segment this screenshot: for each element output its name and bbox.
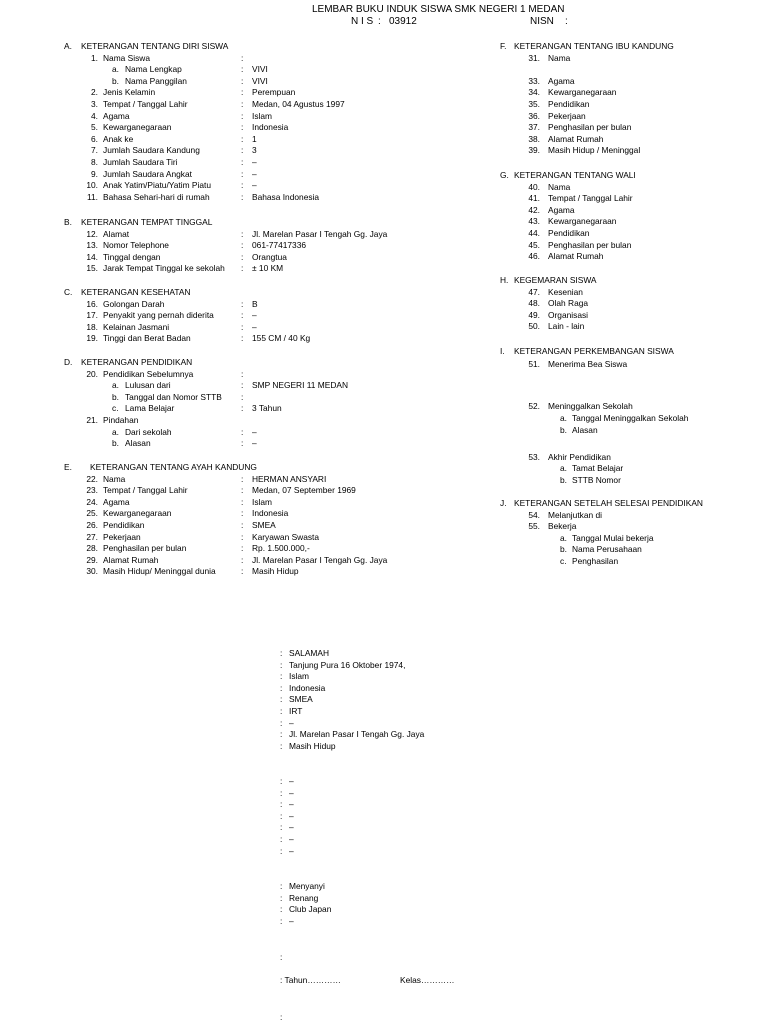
item-colon: : xyxy=(241,298,244,309)
item-number: 26. xyxy=(86,520,98,530)
item-number: 37. xyxy=(528,122,540,133)
item-label: Pendidikan xyxy=(548,99,590,109)
item-colon: : xyxy=(241,321,244,332)
section-letter: I. xyxy=(500,346,505,356)
section-title: KETERANGAN TENTANG IBU KANDUNG xyxy=(514,41,674,51)
item-value: Jl. Marelan Pasar I Tengah Gg. Jaya xyxy=(252,554,388,565)
item-label: Menerima Bea Siswa xyxy=(548,358,628,369)
values_wali-value: – xyxy=(289,834,294,844)
item-label: Penghasilan per bulan xyxy=(548,239,632,250)
item-label: Penghasilan xyxy=(572,556,619,566)
item-label: Pekerjaan xyxy=(548,110,586,121)
section-title: KETERANGAN SETELAH SELESAI PENDIDIKAN xyxy=(514,498,703,508)
value-colon: : xyxy=(280,892,283,903)
item-label: Tanggal dan Nomor STTB xyxy=(125,391,222,402)
item-number: 23. xyxy=(86,485,98,496)
values_ibu-value: Indonesia xyxy=(289,682,326,693)
item-colon: : xyxy=(241,520,244,530)
kelas-label: Kelas xyxy=(400,975,421,985)
value-colon: : xyxy=(280,834,283,844)
item-value: ± 10 KM xyxy=(252,263,284,274)
value-colon: : xyxy=(280,787,283,798)
values_wali-value: – xyxy=(289,822,294,833)
item-value: – xyxy=(252,157,257,167)
item-colon: : xyxy=(241,145,244,156)
section-letter: B. xyxy=(64,217,72,227)
item-label: Kewarganegaraan xyxy=(548,216,617,227)
item-label: Nomor Telephone xyxy=(103,240,169,251)
item-label: Jumlah Saudara Angkat xyxy=(103,168,192,179)
item-colon: : xyxy=(241,228,244,239)
item-value: Rp. 1.500.000,- xyxy=(252,543,310,554)
value-colon: : xyxy=(280,822,283,833)
item-label: Organisasi xyxy=(548,309,589,320)
item-value: VIVI xyxy=(252,64,268,75)
item-number: 48. xyxy=(528,298,540,309)
item-value: – xyxy=(252,310,257,321)
item-colon: : xyxy=(241,473,244,484)
item-label: Nama Panggilan xyxy=(125,75,187,86)
item-value: – xyxy=(252,426,257,437)
item-label: Melanjutkan di xyxy=(548,509,603,520)
item-colon: : xyxy=(241,496,244,507)
item-label: Pendidikan Sebelumnya xyxy=(103,368,194,379)
nisn-label: NISN xyxy=(530,16,554,27)
item-number: 7. xyxy=(91,145,98,156)
item-number: 46. xyxy=(528,251,540,262)
item-number: 5. xyxy=(91,122,98,133)
item-label: Tempat / Tanggal Lahir xyxy=(103,99,188,109)
section-title: KETERANGAN TEMPAT TINGGAL xyxy=(81,217,213,227)
value-colon: : xyxy=(280,740,283,751)
item-label: Agama xyxy=(103,110,130,121)
values_hobi-value: Menyanyi xyxy=(289,881,325,891)
values_ibu-value: IRT xyxy=(289,706,303,716)
item-colon: : xyxy=(241,133,244,144)
value-colon: : xyxy=(280,694,283,705)
item-number: 8. xyxy=(91,157,98,167)
item-colon: : xyxy=(241,180,244,191)
item-label: Jumlah Saudara Tiri xyxy=(103,157,178,167)
item-number: 12. xyxy=(86,228,98,239)
item-number: 43. xyxy=(528,216,540,227)
item-sub-letter: b. xyxy=(112,391,119,402)
item-sub-letter: a. xyxy=(112,426,119,437)
item-value: SMEA xyxy=(252,520,276,530)
item-label: Alamat Rumah xyxy=(548,133,604,144)
item-label: Nama xyxy=(103,473,126,484)
item-colon: : xyxy=(241,333,244,344)
item-label: Pekerjaan xyxy=(103,531,141,542)
item-label: Tanggal Meninggalkan Sekolah xyxy=(572,413,689,423)
item-colon: : xyxy=(241,110,244,121)
item-number: 50. xyxy=(528,321,540,332)
item-value: Bahasa Indonesia xyxy=(252,191,320,202)
document-title: LEMBAR BUKU INDUK SISWA SMK NEGERI 1 MEDAN xyxy=(312,4,565,15)
nis-label: N I S xyxy=(351,16,374,27)
item-colon: : xyxy=(241,531,244,542)
item-label: Bekerja xyxy=(548,521,577,532)
item-number: 30. xyxy=(86,566,98,577)
item-colon: : xyxy=(241,168,244,179)
item-number: 6. xyxy=(91,133,98,144)
item-colon: : xyxy=(241,64,244,75)
value-colon: : xyxy=(280,915,283,926)
item-label: STTB Nomor xyxy=(572,475,621,485)
item-sub-letter: a. xyxy=(560,532,567,543)
item-colon: : xyxy=(241,368,244,379)
item-label: Kesenian xyxy=(548,286,583,297)
item-number: 15. xyxy=(86,263,98,274)
item-colon: : xyxy=(241,251,244,262)
value-colon: : xyxy=(280,717,283,728)
item-sub-letter: a. xyxy=(112,64,119,75)
kelas-dots: ………… xyxy=(420,975,455,985)
item-label: Tinggi dan Berat Badan xyxy=(103,333,191,344)
item-value: Masih Hidup xyxy=(252,566,299,577)
item-label: Penghasilan per bulan xyxy=(103,543,187,554)
item-value: 3 xyxy=(252,145,257,156)
item-number: 25. xyxy=(86,508,98,519)
item-colon: : xyxy=(241,52,244,63)
item-label: Alamat Rumah xyxy=(103,554,159,565)
item-label: Anak ke xyxy=(103,133,134,144)
item-label: Dari sekolah xyxy=(125,426,172,437)
item-colon: : xyxy=(241,99,244,109)
values_wali-value: – xyxy=(289,787,294,798)
item-value: SMP NEGERI 11 MEDAN xyxy=(252,380,349,391)
section-title: KETERANGAN TENTANG WALI xyxy=(514,170,636,180)
item-label: Olah Raga xyxy=(548,298,589,309)
item-value: Indonesia xyxy=(252,122,289,133)
item-colon: : xyxy=(241,508,244,519)
item-number: 54. xyxy=(528,509,540,520)
item-label: Kewarganegaraan xyxy=(103,508,172,519)
section-letter: E. xyxy=(64,462,72,472)
item-number: 13. xyxy=(86,240,98,251)
value-colon: : xyxy=(280,682,283,693)
section-letter: H. xyxy=(500,275,509,285)
section-letter: J. xyxy=(500,498,507,508)
item-value: Medan, 04 Agustus 1997 xyxy=(252,99,345,109)
bottom-colon-2: : xyxy=(280,1012,283,1022)
item-colon: : xyxy=(241,438,244,449)
item-label: Nama Siswa xyxy=(103,52,151,63)
item-colon: : xyxy=(241,157,244,167)
tahun-dots: ………… xyxy=(307,975,341,985)
item-value: Islam xyxy=(252,110,273,121)
item-number: 18. xyxy=(86,321,98,332)
value-colon: : xyxy=(280,881,283,891)
item-label: Agama xyxy=(548,204,575,215)
item-label: Masih Hidup/ Meninggal dunia xyxy=(103,566,216,577)
nisn-colon: : xyxy=(565,16,568,27)
item-label: Nama xyxy=(548,181,571,192)
item-number: 22. xyxy=(86,473,98,484)
item-label: Anak Yatim/Piatu/Yatim Piatu xyxy=(103,180,211,191)
item-number: 21. xyxy=(86,415,98,425)
item-colon: : xyxy=(241,263,244,274)
item-label: Nama xyxy=(548,52,571,63)
item-label: Alasan xyxy=(125,438,151,449)
item-label: Jarak Tempat Tinggal ke sekolah xyxy=(103,263,225,274)
item-number: 19. xyxy=(86,333,98,344)
item-label: Kewarganegaraan xyxy=(548,87,617,98)
values_ibu-value: SALAMAH xyxy=(289,648,330,658)
item-number: 10. xyxy=(86,180,98,191)
item-label: Masih Hidup / Meninggal xyxy=(548,145,641,156)
item-value: Islam xyxy=(252,496,273,507)
item-number: 11. xyxy=(86,191,98,202)
item-label: Nama Lengkap xyxy=(125,64,182,75)
item-value: Perempuan xyxy=(252,87,296,98)
section-title: KETERANGAN TENTANG AYAH KANDUNG xyxy=(90,462,257,472)
item-label: Alasan xyxy=(572,424,598,435)
values_wali-value: – xyxy=(289,845,294,856)
item-sub-letter: c. xyxy=(560,556,567,566)
item-colon: : xyxy=(241,380,244,391)
item-colon: : xyxy=(241,566,244,577)
values_hobi-value: Club Japan xyxy=(289,904,332,915)
value-colon: : xyxy=(280,776,283,786)
item-number: 52. xyxy=(528,401,540,412)
item-number: 34. xyxy=(528,87,540,98)
item-value: VIVI xyxy=(252,75,268,86)
value-colon: : xyxy=(280,904,283,915)
item-label: Golongan Darah xyxy=(103,298,165,309)
item-number: 35. xyxy=(528,99,540,109)
item-number: 17. xyxy=(86,310,98,321)
item-label: Kelainan Jasmani xyxy=(103,321,170,332)
section-title: KEGEMARAN SISWA xyxy=(514,275,597,285)
item-colon: : xyxy=(241,403,244,414)
item-label: Penghasilan per bulan xyxy=(548,122,632,133)
item-label: Bahasa Sehari-hari di rumah xyxy=(103,191,210,202)
item-number: 14. xyxy=(86,251,98,262)
item-value: Medan, 07 September 1969 xyxy=(252,485,356,496)
values_hobi-value: Renang xyxy=(289,892,319,903)
value-colon: : xyxy=(280,659,283,670)
item-number: 47. xyxy=(528,286,540,297)
item-label: Tempat / Tanggal Lahir xyxy=(103,485,188,496)
section-letter: F. xyxy=(500,41,507,51)
item-sub-letter: b. xyxy=(112,438,119,449)
item-sub-letter: b. xyxy=(112,75,119,86)
item-sub-letter: a. xyxy=(112,380,119,391)
value-colon: : xyxy=(280,799,283,810)
item-value: Karyawan Swasta xyxy=(252,531,320,542)
item-number: 45. xyxy=(528,239,540,250)
values_wali-value: – xyxy=(289,810,294,821)
item-number: 51. xyxy=(528,358,540,369)
item-label: Penyakit yang pernah diderita xyxy=(103,310,214,321)
item-value: 155 CM / 40 Kg xyxy=(252,333,311,344)
item-value: B xyxy=(252,298,258,309)
item-number: 40. xyxy=(528,181,540,192)
values_ibu-value: – xyxy=(289,717,294,728)
item-number: 20. xyxy=(86,368,98,379)
item-number: 39. xyxy=(528,145,540,156)
item-colon: : xyxy=(241,87,244,98)
item-number: 28. xyxy=(86,543,98,554)
item-sub-letter: b. xyxy=(560,475,567,485)
item-colon: : xyxy=(241,75,244,86)
item-label: Agama xyxy=(103,496,130,507)
item-number: 42. xyxy=(528,204,540,215)
value-colon: : xyxy=(280,845,283,856)
tahun-row xyxy=(280,975,341,987)
section-title: KETERANGAN PENDIDIKAN xyxy=(81,357,193,367)
item-value: HERMAN ANSYARI xyxy=(252,473,327,484)
section-letter: G. xyxy=(500,170,509,180)
item-colon: : xyxy=(241,310,244,321)
item-value: Indonesia xyxy=(252,508,289,519)
item-number: 24. xyxy=(86,496,98,507)
value-colon: : xyxy=(280,671,283,682)
item-label: Pendidikan xyxy=(548,228,590,238)
item-value: Orangtua xyxy=(252,251,287,262)
values_ibu-value: Tanjung Pura 16 Oktober 1974, xyxy=(289,659,406,670)
item-label: Agama xyxy=(548,75,575,86)
section-letter: A. xyxy=(64,41,72,51)
tahun-colon: : xyxy=(280,975,285,985)
item-number: 33. xyxy=(528,75,540,86)
item-label: Jenis Kelamin xyxy=(103,87,156,98)
item-value: – xyxy=(252,168,257,179)
item-label: Tamat Belajar xyxy=(572,463,624,474)
item-sub-letter: c. xyxy=(112,403,119,414)
item-label: Tempat / Tanggal Lahir xyxy=(548,193,633,204)
values_wali-value: – xyxy=(289,799,294,810)
item-number: 41. xyxy=(528,193,540,204)
item-label: Akhir Pendidikan xyxy=(548,451,611,462)
item-number: 31. xyxy=(528,52,540,63)
item-value: – xyxy=(252,321,257,332)
item-colon: : xyxy=(241,485,244,496)
item-number: 36. xyxy=(528,110,540,121)
item-number: 3. xyxy=(91,99,98,109)
values_ibu-value: Jl. Marelan Pasar I Tengah Gg. Jaya xyxy=(289,729,425,740)
section-letter: D. xyxy=(64,357,73,367)
nis-colon: : xyxy=(378,16,381,27)
section-letter: C. xyxy=(64,287,73,297)
bottom-colon-1: : xyxy=(280,952,283,962)
item-label: Kewarganegaraan xyxy=(103,122,172,133)
item-number: 53. xyxy=(528,451,540,462)
item-value: – xyxy=(252,180,257,191)
item-number: 16. xyxy=(86,298,98,309)
item-number: 9. xyxy=(91,168,98,179)
item-label: Tanggal Mulai bekerja xyxy=(572,532,654,543)
tahun-label: Tahun xyxy=(284,975,308,985)
values_hobi-value: – xyxy=(289,915,294,926)
section-title: KETERANGAN KESEHATAN xyxy=(81,287,191,297)
item-value: – xyxy=(252,438,257,449)
item-colon: : xyxy=(241,426,244,437)
item-value: Jl. Marelan Pasar I Tengah Gg. Jaya xyxy=(252,228,388,239)
value-colon: : xyxy=(280,648,283,658)
values_ibu-value: SMEA xyxy=(289,694,313,705)
values_ibu-value: Masih Hidup xyxy=(289,740,336,751)
item-colon: : xyxy=(241,543,244,554)
item-sub-letter: b. xyxy=(560,424,567,435)
kelas-row xyxy=(400,975,454,987)
values_ibu-value: Islam xyxy=(289,671,310,682)
values_wali-value: – xyxy=(289,776,294,786)
item-number: 38. xyxy=(528,133,540,144)
item-number: 4. xyxy=(91,110,98,121)
item-number: 55. xyxy=(528,521,540,532)
item-label: Tinggal dengan xyxy=(103,251,161,262)
item-sub-letter: a. xyxy=(560,463,567,474)
item-label: Lulusan dari xyxy=(125,380,171,391)
item-number: 2. xyxy=(91,87,98,98)
item-number: 1. xyxy=(91,52,98,63)
section-title: KETERANGAN PERKEMBANGAN SISWA xyxy=(514,346,674,356)
item-label: Alamat xyxy=(103,228,130,239)
item-colon: : xyxy=(241,122,244,133)
item-label: Alamat Rumah xyxy=(548,251,604,262)
item-colon: : xyxy=(241,391,244,402)
nis-value: 03912 xyxy=(389,16,417,27)
item-colon: : xyxy=(241,554,244,565)
item-label: Lain - lain xyxy=(548,321,585,332)
item-label: Pendidikan xyxy=(103,520,145,530)
item-label: Jumlah Saudara Kandung xyxy=(103,145,200,156)
item-label: Pindahan xyxy=(103,415,139,425)
item-colon: : xyxy=(241,240,244,251)
item-sub-letter: b. xyxy=(560,544,567,555)
value-colon: : xyxy=(280,729,283,740)
value-colon: : xyxy=(280,706,283,716)
item-value: 3 Tahun xyxy=(252,403,282,414)
item-value: 1 xyxy=(252,133,257,144)
item-colon: : xyxy=(241,191,244,202)
item-number: 44. xyxy=(528,228,540,238)
item-number: 29. xyxy=(86,554,98,565)
section-title: KETERANGAN TENTANG DIRI SISWA xyxy=(81,41,229,51)
value-colon: : xyxy=(280,810,283,821)
item-label: Lama Belajar xyxy=(125,403,175,414)
item-label: Nama Perusahaan xyxy=(572,544,642,555)
item-value: 061-77417336 xyxy=(252,240,307,251)
item-label: Meninggalkan Sekolah xyxy=(548,401,633,412)
item-number: 49. xyxy=(528,309,540,320)
item-sub-letter: a. xyxy=(560,413,567,423)
item-number: 27. xyxy=(86,531,98,542)
